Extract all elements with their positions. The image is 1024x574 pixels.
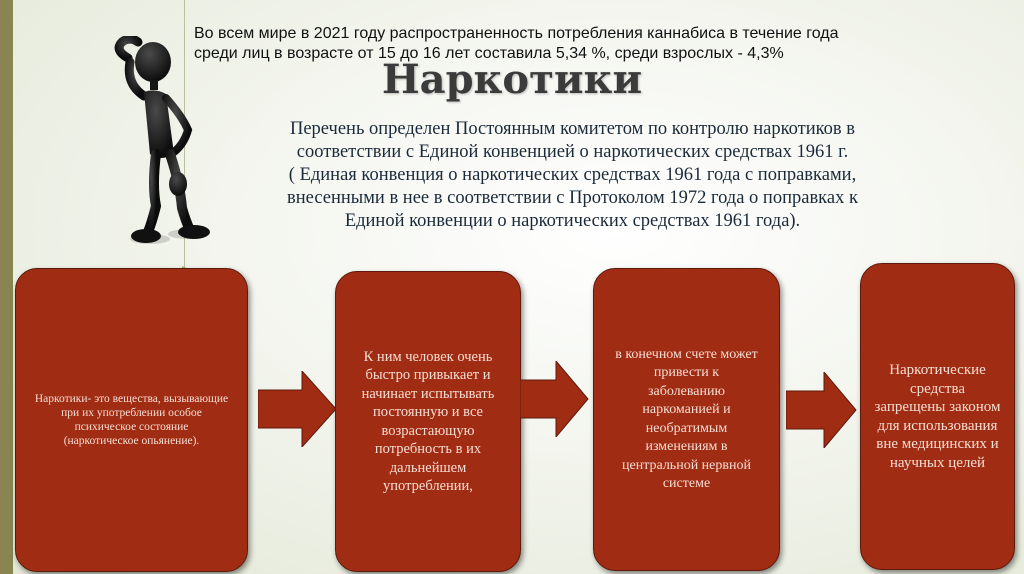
box-text-line: наркоманией и bbox=[642, 402, 731, 417]
prohibition-box bbox=[860, 263, 1015, 570]
statistic-line: среди лиц в возрасте от 15 до 16 лет составила 5,34 %, среди взрослых - 4,3% bbox=[194, 45, 784, 62]
description-line: Единой конвенции о наркотических средствах 1961 года). bbox=[344, 211, 801, 231]
box-text-line: начинает испытывать bbox=[361, 385, 495, 402]
box-text-line: возрастающую bbox=[381, 422, 475, 439]
box-text-line: изменениям в bbox=[645, 439, 728, 454]
box-text-line: научных целей bbox=[889, 454, 986, 471]
box-text-line: при их употреблении особое bbox=[61, 407, 202, 419]
box-text-line: средства bbox=[909, 380, 965, 397]
box-text-line: привести к bbox=[653, 365, 720, 380]
box-text-line: употреблении, bbox=[383, 478, 473, 494]
right-arrow-icon bbox=[258, 371, 338, 447]
addiction-box bbox=[335, 271, 521, 572]
description-line: внесенными в нее в соответствии с Протоколом 1972 года о поправках к bbox=[287, 188, 858, 208]
box-text-line: центральной нервной bbox=[622, 457, 751, 473]
statistic-line: Во всем мире в 2021 году распространенность потребления каннабиса в течение года bbox=[194, 25, 839, 42]
consequence-box bbox=[593, 268, 780, 571]
box-text-line: постоянную и все bbox=[372, 404, 483, 420]
box-text-line: дальнейшем bbox=[389, 459, 467, 476]
box-text-line: Наркотики- это вещества, вызывающие bbox=[34, 393, 229, 405]
box-text-line: в конечном счете может bbox=[615, 346, 758, 362]
definition-box bbox=[15, 268, 248, 572]
box-text-line: К ним человек очень bbox=[363, 348, 493, 365]
box-text-line: заболеванию bbox=[648, 383, 725, 399]
box-text-line: (наркотическое опьянение). bbox=[63, 435, 200, 447]
description-line: ( Единая конвенция о наркотических средствах 1961 года с поправками, bbox=[288, 165, 857, 185]
page-title: Наркотики bbox=[381, 56, 643, 103]
box-text-line: психическое состояние bbox=[74, 421, 189, 433]
box-text-line: для использования bbox=[877, 417, 998, 434]
box-text-line: потребность в их bbox=[374, 441, 482, 457]
description-text bbox=[250, 118, 895, 233]
description-line: соответствии с Единой конвенцией о наркотических средствах 1961 г. bbox=[296, 142, 849, 162]
box-text-line: необратимым bbox=[645, 420, 728, 436]
description-line: Перечень определен Постоянным комитетом по контролю наркотиков в bbox=[289, 119, 856, 139]
box-text-line: быстро привыкает и bbox=[365, 367, 491, 383]
box-text-line: Наркотические bbox=[889, 362, 986, 378]
right-arrow-icon bbox=[520, 361, 590, 437]
right-arrow-icon bbox=[786, 372, 858, 448]
box-text-line: вне медицинских и bbox=[876, 436, 999, 452]
box-text-line: запрещены законом bbox=[874, 399, 1001, 415]
box-text-line: системе bbox=[662, 476, 711, 491]
